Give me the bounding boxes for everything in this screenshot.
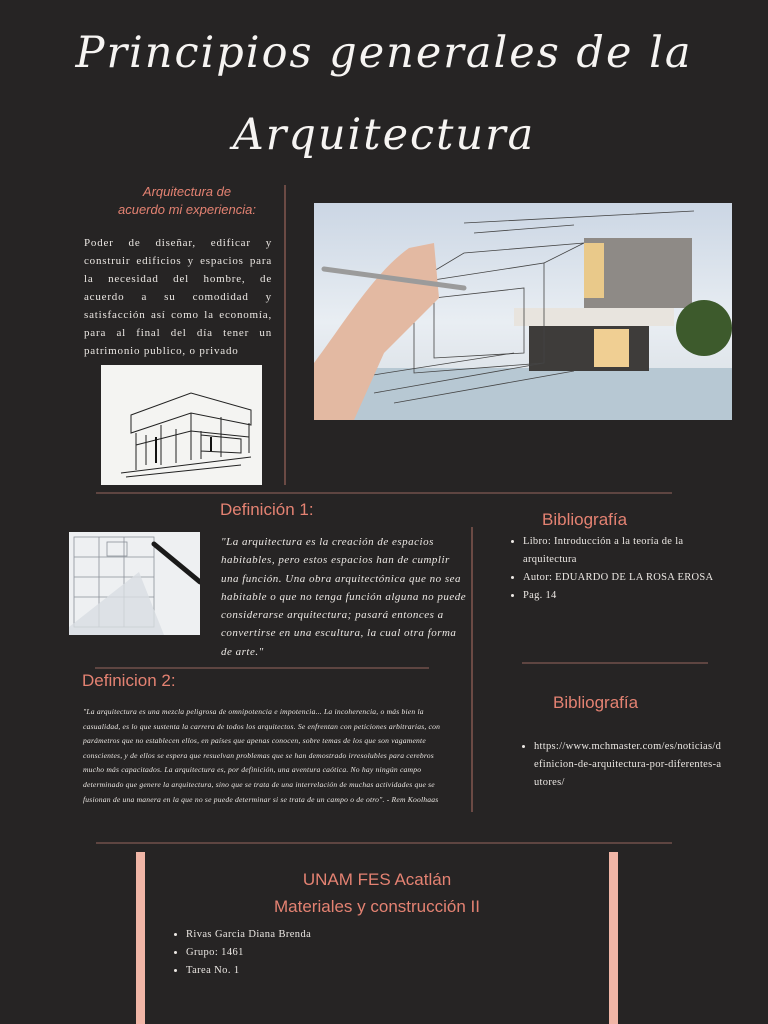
bibliography2-heading: Bibliografía: [553, 693, 639, 712]
bibliography1-list: [509, 533, 728, 605]
definition2-quote: "La arquitectura es una mezcla peligrosa de omnipotencia e impotencia... La incoherencia, o más bien la casualidad, es lo que sustenta la carrera de todos los arquitectos. Se enfrentan con peticiones arbitrarias, con parámetros que no establecen ellos, en países que apenas conocen, sobre temas de los que son vagamente conscientes, y de ellos se espera que resuelvan problemas que se han demostrado irresolubles para cerebros mucho más capacitados. La arquitectura es, por definición, una aventura caótica. No hay ningún campo determinado que genere la arquitectura, sino que se trata de una interrelación de muchas actividades que se fusionan de una manera en la que no se puede determinar si se trata de un campo o de otro". - Rem Koolhaas: [83, 707, 441, 804]
bibliography1-item: • Pag. 14: [523, 587, 728, 605]
footer-list: [172, 926, 486, 980]
bibliography2-list: [520, 738, 726, 792]
footer-item: • Tarea No. 1: [186, 962, 486, 980]
footer-item: • Rivas Garcia Diana Brenda: [186, 926, 486, 944]
bibliography2-item: [534, 738, 726, 792]
horizontal-divider-2: [95, 667, 429, 669]
horizontal-divider-1: [96, 492, 672, 494]
bibliography2-link[interactable]: https://www.mchmaster.com/es/noticias/definicion-de-arquitectura-por-diferentes-autores/: [534, 741, 722, 788]
definition2-heading: Definicion 2:: [82, 671, 176, 690]
vertical-divider-middle: [471, 527, 473, 812]
experience-body: Poder de diseñar, edificar y construir edificios y espacios para la necesidad del hombre, de acuerdo a su comodidad y satisfacción así como la economía, para al final del día tener un patrimonio publico, o privado: [84, 237, 272, 357]
vertical-divider-top: [284, 185, 286, 485]
horizontal-divider-4: [96, 842, 672, 844]
footer-line1: UNAM FES Acatlán: [302, 870, 452, 889]
architecture-sketch-image: [101, 365, 262, 485]
bibliography1-item: • Libro: Introducción a la teoría de la arquitectura: [523, 533, 728, 569]
footer-line2: Materiales y construcción II: [274, 897, 480, 916]
bibliography1-item: • Autor: EDUARDO DE LA ROSA EROSA: [523, 569, 728, 587]
footer-right-bar: [609, 852, 618, 1024]
definition1-heading: Definición 1:: [220, 500, 314, 519]
definition1-quote: "La arquitectura es la creación de espacios habitables, pero estos espacios han de cumplir una función. Una obra arquitectónica que no sea habitable o que no tenga función alguna no puede considerarse arquitectura; pasará entonces a convertirse en una escultura, la cual otra forma de arte.": [221, 536, 467, 658]
bibliography1-heading: Bibliografía: [542, 510, 628, 529]
horizontal-divider-3: [522, 662, 708, 664]
architecture-drawing-photo: [314, 203, 732, 420]
page-title-line1: Principios generales de la: [75, 28, 693, 78]
experience-heading-line1: Arquitectura de: [142, 184, 232, 199]
blueprint-pen-image: [69, 532, 200, 635]
footer-left-bar: [136, 852, 145, 1024]
page-title-line2: Arquitectura: [232, 110, 536, 160]
experience-heading-line2: acuerdo mi experiencia:: [117, 202, 257, 217]
footer-heading: [145, 866, 609, 920]
footer-item: • Grupo: 1461: [186, 944, 486, 962]
experience-heading: [82, 183, 292, 219]
